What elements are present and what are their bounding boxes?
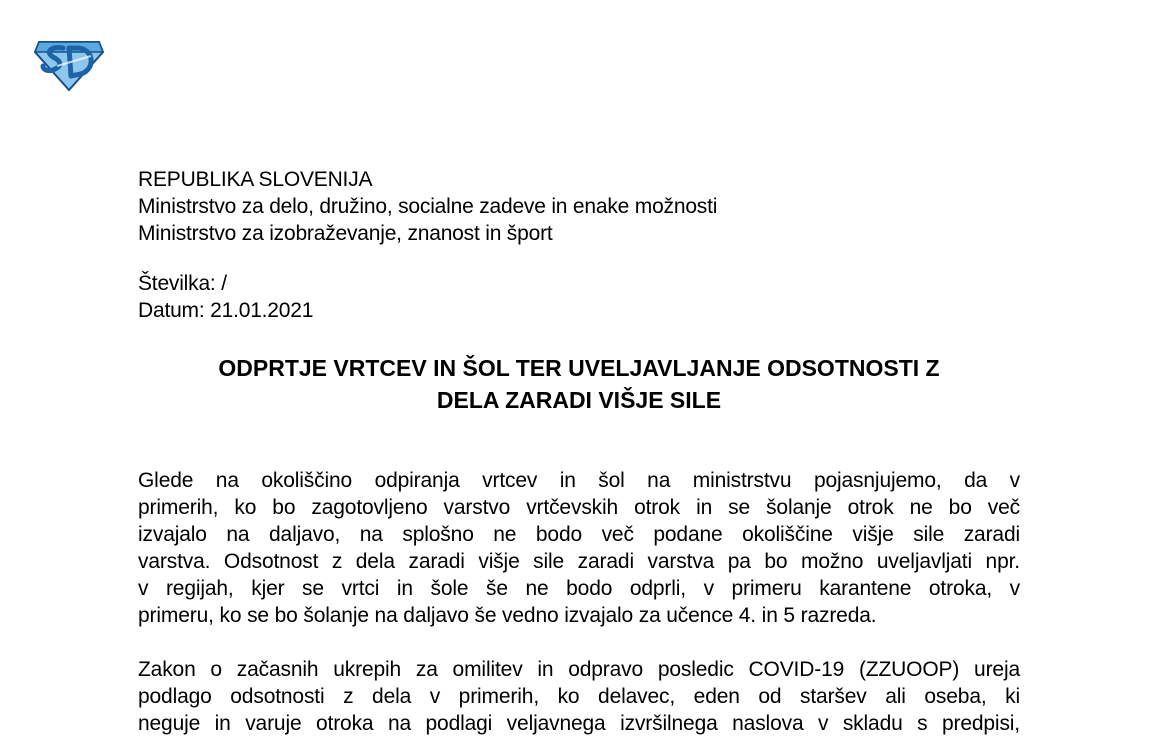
paragraph-line: varstva. Odsotnost z dela zaradi višje sile zaradi varstva pa bo možno uveljavljati npr. — [138, 550, 1020, 573]
paragraph-line: primeru, ko se bo šolanje na daljavo še vedno izvajalo za učence 4. in 5 razreda. — [138, 604, 877, 627]
paragraph-1 — [138, 467, 1020, 629]
paragraph-line: Glede na okoliščino odpiranja vrtcev in šol na ministrstvu pojasnjujemo, da v — [138, 469, 1020, 492]
document-meta — [138, 270, 313, 324]
paragraph-line: neguje in varuje otroka na podlagi veljavnega izvršilnega naslova v skladu s predpisi, — [138, 712, 1020, 735]
paragraph-2 — [138, 656, 1020, 737]
title-line: ODPRTJE VRTCEV IN ŠOL TER UVELJAVLJANJE ODSOTNOSTI Z — [218, 355, 940, 381]
document-number: Številka: / — [138, 272, 227, 295]
country-name: REPUBLIKA SLOVENIJA — [138, 168, 373, 191]
title-line: DELA ZARADI VIŠJE SILE — [436, 387, 722, 413]
paragraph-line: primerih, ko bo zagotovljeno varstvo vrtčevskih otrok in se šolanje otrok ne bo več — [138, 496, 1020, 519]
diamond-logo-icon — [33, 38, 105, 92]
letterhead — [138, 166, 717, 247]
ministry-logo-icon — [33, 38, 105, 92]
ministry-education-name: Ministrstvo za izobraževanje, znanost in šport — [138, 222, 553, 245]
document-title — [138, 352, 1020, 416]
paragraph-line: Zakon o začasnih ukrepih za omilitev in odpravo posledic COVID-19 (ZZUOOP) ureja — [138, 658, 1020, 681]
paragraph-line: izvajalo na daljavo, na splošno ne bodo več podane okoliščine višje sile zaradi — [138, 523, 1020, 546]
document-date: Datum: 21.01.2021 — [138, 299, 314, 322]
paragraph-line: v regijah, kjer se vrtci in šole še ne bodo odprli, v primeru karantene otroka, v — [138, 577, 1020, 600]
paragraph-line: podlago odsotnosti z dela v primerih, ko delavec, eden od staršev ali oseba, ki — [138, 685, 1020, 708]
ministry-labour-name: Ministrstvo za delo, družino, socialne zadeve in enake možnosti — [138, 195, 718, 218]
